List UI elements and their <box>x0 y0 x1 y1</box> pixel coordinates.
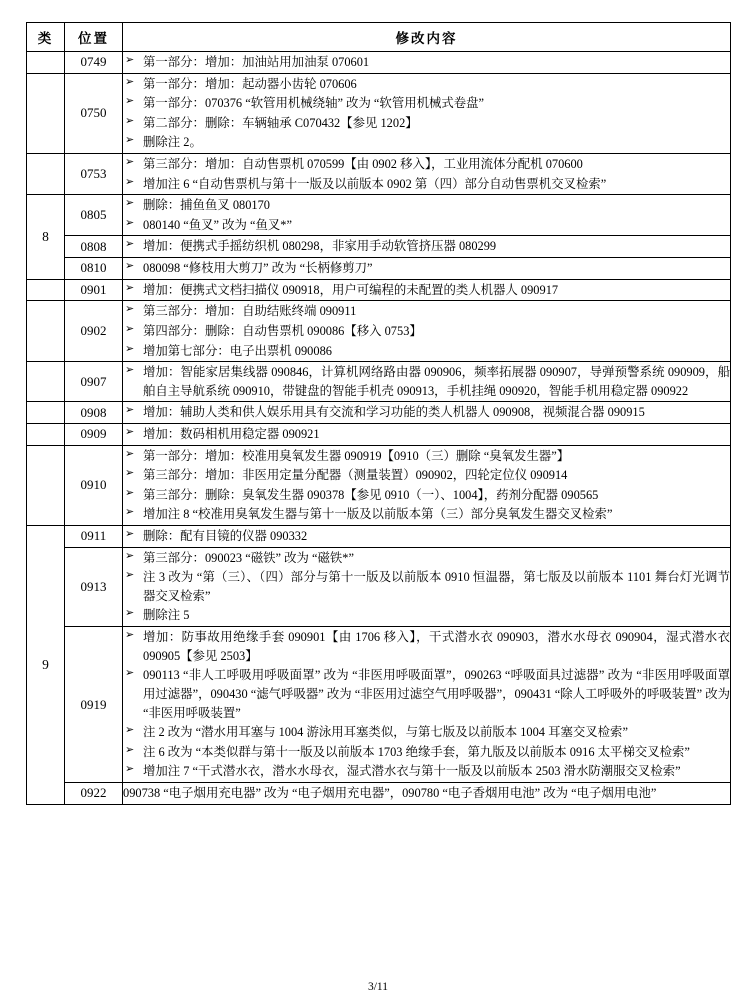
cell-content <box>123 258 731 280</box>
content-line: ➢ 第一部分：增加：校准用臭氧发生器 090919【0910（三）删除 “臭氧发生器”】 <box>123 447 730 466</box>
cell-content <box>123 782 731 804</box>
cell-content <box>123 362 731 402</box>
content-line: ➢ 增加注 8 “校准用臭氧发生器与第十一版及以前版本第（三）部分臭氧发生器交叉检索” <box>123 505 730 524</box>
table-body <box>27 52 731 805</box>
cell-category <box>27 445 65 525</box>
header-position: 位置 <box>65 23 123 52</box>
content-line: ➢ 第二部分：删除：车辆轴承 C070432【参见 1202】 <box>123 114 730 133</box>
content-line: ➢ 080098 “修枝用大剪刀” 改为 “长柄修剪刀” <box>123 259 730 278</box>
amendment-table <box>26 22 731 805</box>
cell-content <box>123 195 731 236</box>
table-row <box>27 236 731 258</box>
table-row <box>27 52 731 74</box>
cell-position: 0750 <box>65 73 123 153</box>
table-row <box>27 547 731 626</box>
table-row <box>27 195 731 236</box>
cell-content <box>123 301 731 362</box>
table-row <box>27 258 731 280</box>
content-line: ➢ 删除：配有目镜的仪器 090332 <box>123 527 730 546</box>
content-line: ➢ 第三部分：删除：臭氧发生器 090378【参见 0910（一）、1004】，药剂分配器 090565 <box>123 486 730 505</box>
table-row <box>27 526 731 548</box>
table-row <box>27 279 731 301</box>
cell-content <box>123 402 731 424</box>
content-line: ➢ 第一部分：070376 “软管用机械绕轴” 改为 “软管用机械式卷盘” <box>123 94 730 113</box>
cell-position: 0810 <box>65 258 123 280</box>
table-row <box>27 301 731 362</box>
content-line: ➢ 增加注 7 “干式潜水衣，潜水水母衣，湿式潜水衣与第十一版及以前版本 2503 滑水防潮服交叉检索” <box>123 762 730 781</box>
table-header-row <box>27 23 731 52</box>
content-line: ➢ 增加：数码相机用稳定器 090921 <box>123 425 730 444</box>
content-line: ➢ 第一部分：增加：加油站用加油泵 070601 <box>123 53 730 72</box>
content-line: ➢ 增加：智能家居集线器 090846，计算机网络路由器 090906，频率拓展器 090907，导弹预警系统 090909，船舶自主导航系统 090910，带键盘的智能手机壳 090913，手机挂绳 090920，智能手机用稳定器 090922 <box>123 363 730 400</box>
cell-content <box>123 526 731 548</box>
content-line: ➢ 注 2 改为 “潜水用耳塞与 1004 游泳用耳塞类似，与第七版及以前版本 1004 耳塞交叉检索” <box>123 723 730 742</box>
cell-content <box>123 73 731 153</box>
table-row <box>27 423 731 445</box>
cell-position: 0901 <box>65 279 123 301</box>
cell-position: 0908 <box>65 402 123 424</box>
content-line: ➢ 第三部分：增加：自助结账终端 090911 <box>123 302 730 321</box>
table-row <box>27 445 731 525</box>
content-line: ➢ 注 6 改为 “本类似群与第十一版及以前版本 1703 绝缘手套，第九版及以前版本 0916 太平梯交叉检索” <box>123 743 730 762</box>
table-row <box>27 73 731 153</box>
header-content: 修改内容 <box>123 23 731 52</box>
content-line: ➢ 注 3 改为 “第（三）、（四）部分与第十一版及以前版本 0910 恒温器，第七版及以前版本 1101 舞台灯光调节器交叉检索” <box>123 568 730 605</box>
content-line: ➢ 第四部分：删除：自动售票机 090086【移入 0753】 <box>123 322 730 341</box>
content-line: ➢ 第三部分：增加：非医用定量分配器（测量装置）090902，四轮定位仪 090914 <box>123 466 730 485</box>
cell-position: 0749 <box>65 52 123 74</box>
cell-position: 0808 <box>65 236 123 258</box>
content-line: ➢ 增加：辅助人类和供人娱乐用具有交流和学习功能的类人机器人 090908，视频混合器 090915 <box>123 403 730 422</box>
table-head <box>27 23 731 52</box>
cell-content <box>123 52 731 74</box>
cell-content <box>123 154 731 195</box>
content-line: 090738 “电子烟用充电器” 改为 “电子烟用充电器”，090780 “电子香烟用电池” 改为 “电子烟用电池” <box>123 785 657 800</box>
table-row <box>27 154 731 195</box>
cell-position: 0919 <box>65 627 123 783</box>
cell-content <box>123 445 731 525</box>
cell-category <box>27 423 65 445</box>
cell-position: 0907 <box>65 362 123 402</box>
cell-content <box>123 547 731 626</box>
cell-category-8: 8 <box>27 195 65 279</box>
cell-position: 0805 <box>65 195 123 236</box>
cell-position: 0753 <box>65 154 123 195</box>
cell-category <box>27 52 65 74</box>
cell-position: 0910 <box>65 445 123 525</box>
content-line: ➢ 删除：捕鱼鱼叉 080170 <box>123 196 730 215</box>
table-row <box>27 362 731 402</box>
table-row <box>27 782 731 804</box>
cell-position: 0911 <box>65 526 123 548</box>
cell-content <box>123 627 731 783</box>
content-line: ➢ 增加：便携式手摇纺织机 080298，非家用手动软管挤压器 080299 <box>123 237 730 256</box>
cell-position: 0902 <box>65 301 123 362</box>
cell-category <box>27 73 65 153</box>
cell-position: 0922 <box>65 782 123 804</box>
content-line: ➢ 增加第七部分：电子出票机 090086 <box>123 342 730 361</box>
content-line: ➢ 删除注 2。 <box>123 133 730 152</box>
cell-category <box>27 402 65 424</box>
cell-category <box>27 301 65 362</box>
cell-content <box>123 236 731 258</box>
cell-category <box>27 154 65 195</box>
content-line: ➢ 增加：便携式文档扫描仪 090918，用户可编程的未配置的类人机器人 090917 <box>123 281 730 300</box>
content-line: ➢ 增加：防事故用绝缘手套 090901【由 1706 移入】，干式潜水衣 090903，潜水水母衣 090904，湿式潜水衣 090905【参见 2503】 <box>123 628 730 665</box>
cell-content <box>123 423 731 445</box>
content-line: ➢ 第三部分：增加：自动售票机 070599【由 0902 移入】，工业用流体分配机 070600 <box>123 155 730 174</box>
table-row <box>27 627 731 783</box>
content-line: ➢ 090113 “非人工呼吸用呼吸面罩” 改为 “非医用呼吸面罩”，090263 “呼吸面具过滤器” 改为 “非医用呼吸面罩用过滤器”，090430 “滤气呼吸器” 改为 “非医用过滤空气用呼吸器”，090431 “除人工呼吸外的呼吸装置” 改为 “非医用呼吸装置” <box>123 666 730 722</box>
cell-category <box>27 279 65 301</box>
cell-position: 0909 <box>65 423 123 445</box>
content-line: ➢ 第一部分：增加：起动器小齿轮 070606 <box>123 75 730 94</box>
cell-content <box>123 279 731 301</box>
header-category: 类 <box>27 23 65 52</box>
table-row <box>27 402 731 424</box>
cell-position: 0913 <box>65 547 123 626</box>
content-line: ➢ 删除注 5 <box>123 606 730 625</box>
content-line: ➢ 第三部分：090023 “磁铁” 改为 “磁铁*” <box>123 549 730 568</box>
content-line: ➢ 080140 “鱼叉” 改为 “鱼叉*” <box>123 216 730 235</box>
page-footer: 3/11 <box>367 981 389 993</box>
cell-category <box>27 362 65 402</box>
cell-category-9: 9 <box>27 526 65 805</box>
content-line: ➢ 增加注 6 “自动售票机与第十一版及以前版本 0902 第（四）部分自动售票机交叉检索” <box>123 175 730 194</box>
